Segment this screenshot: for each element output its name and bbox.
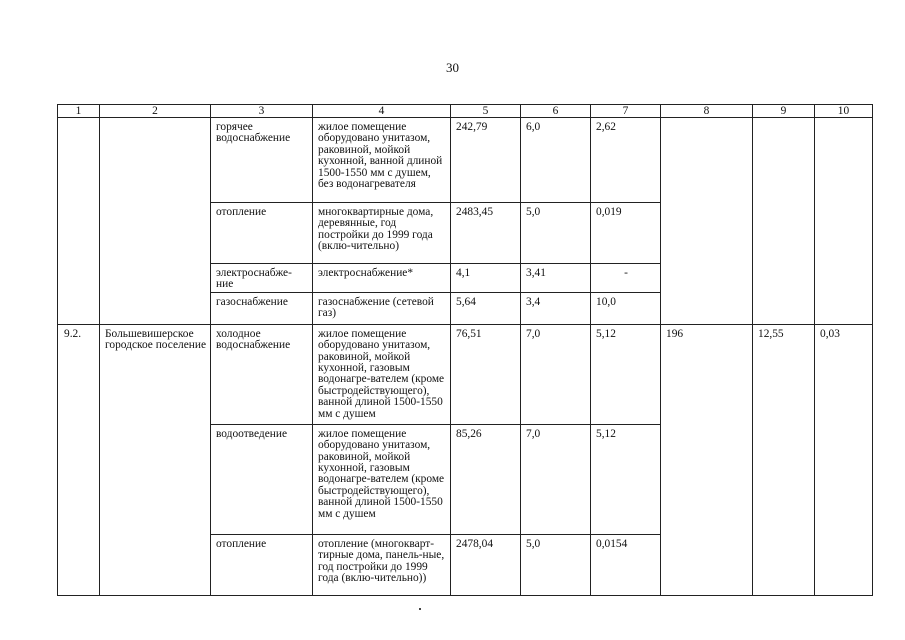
col-header: 5 xyxy=(451,105,521,118)
cell-empty xyxy=(100,118,211,325)
value-cell: 5,0 xyxy=(521,203,591,264)
group-number: 9.2. xyxy=(58,324,100,595)
value-cell: 2478,04 xyxy=(451,534,521,595)
service-cell: электроснабже-ние xyxy=(211,264,313,293)
settlement-name: Большевишерское городское поселение xyxy=(100,324,211,595)
cell-empty xyxy=(661,118,753,325)
page-number: 30 xyxy=(446,60,459,75)
col-header: 6 xyxy=(521,105,591,118)
value-cell: 3,4 xyxy=(521,292,591,324)
header-row xyxy=(58,105,873,118)
value-cell: 3,41 xyxy=(521,264,591,293)
service-cell: газоснабжение xyxy=(211,292,313,324)
description-cell: многоквартирные дома, деревянные, год постройки до 1999 года (вклю-чительно) xyxy=(313,203,451,264)
value-cell: 0,0154 xyxy=(591,534,661,595)
value-cell: 10,0 xyxy=(591,292,661,324)
value-cell: 5,12 xyxy=(591,424,661,534)
value-cell: 76,51 xyxy=(451,324,521,424)
value-cell: 2483,45 xyxy=(451,203,521,264)
description-cell: газоснабжение (сетевой газ) xyxy=(313,292,451,324)
value-cell: 6,0 xyxy=(521,118,591,203)
value-cell: 4,1 xyxy=(451,264,521,293)
value-cell: 0,03 xyxy=(815,324,873,595)
value-cell: 12,55 xyxy=(753,324,815,595)
col-header: 8 xyxy=(661,105,753,118)
service-cell: водоотведение xyxy=(211,424,313,534)
value-cell: 5,64 xyxy=(451,292,521,324)
value-cell: 242,79 xyxy=(451,118,521,203)
col-header: 10 xyxy=(815,105,873,118)
col-header: 2 xyxy=(100,105,211,118)
description-cell: жилое помещение оборудовано унитазом, раковиной, мойкой кухонной, ванной длиной 1500-1550 мм с душем, без водонагревателя xyxy=(313,118,451,203)
cell-empty xyxy=(815,118,873,325)
service-cell: отопление xyxy=(211,534,313,595)
description-cell: электроснабжение* xyxy=(313,264,451,293)
scan-speck xyxy=(419,608,421,610)
description-cell: жилое помещение оборудовано унитазом, раковиной, мойкой кухонной, газовым водонагре-вателем (кроме быстродействующего), ванной длиной 1500-1550 мм с душем xyxy=(313,324,451,424)
service-cell: горячее водоснабжение xyxy=(211,118,313,203)
col-header: 1 xyxy=(58,105,100,118)
value-cell: 7,0 xyxy=(521,324,591,424)
table-row xyxy=(58,324,873,424)
table-row xyxy=(58,118,873,203)
value-cell: 5,12 xyxy=(591,324,661,424)
col-header: 4 xyxy=(313,105,451,118)
cell-empty xyxy=(58,118,100,325)
value-cell: 85,26 xyxy=(451,424,521,534)
col-header: 9 xyxy=(753,105,815,118)
value-cell: 5,0 xyxy=(521,534,591,595)
service-cell: отопление xyxy=(211,203,313,264)
value-cell: 196 xyxy=(661,324,753,595)
description-cell: отопление (многокварт-тирные дома, панель-ные, год постройки до 1999 года (вклю-чительно)) xyxy=(313,534,451,595)
value-cell: - xyxy=(591,264,661,293)
col-header: 3 xyxy=(211,105,313,118)
value-cell: 0,019 xyxy=(591,203,661,264)
description-cell: жилое помещение оборудовано унитазом, раковиной, мойкой кухонной, газовым водонагре-вателем (кроме быстродействующего), ванной длиной 1500-1550 мм с душем xyxy=(313,424,451,534)
value-cell: 2,62 xyxy=(591,118,661,203)
value-cell: 7,0 xyxy=(521,424,591,534)
col-header: 7 xyxy=(591,105,661,118)
service-cell: холодное водоснабжение xyxy=(211,324,313,424)
tariff-table xyxy=(57,104,873,596)
cell-empty xyxy=(753,118,815,325)
